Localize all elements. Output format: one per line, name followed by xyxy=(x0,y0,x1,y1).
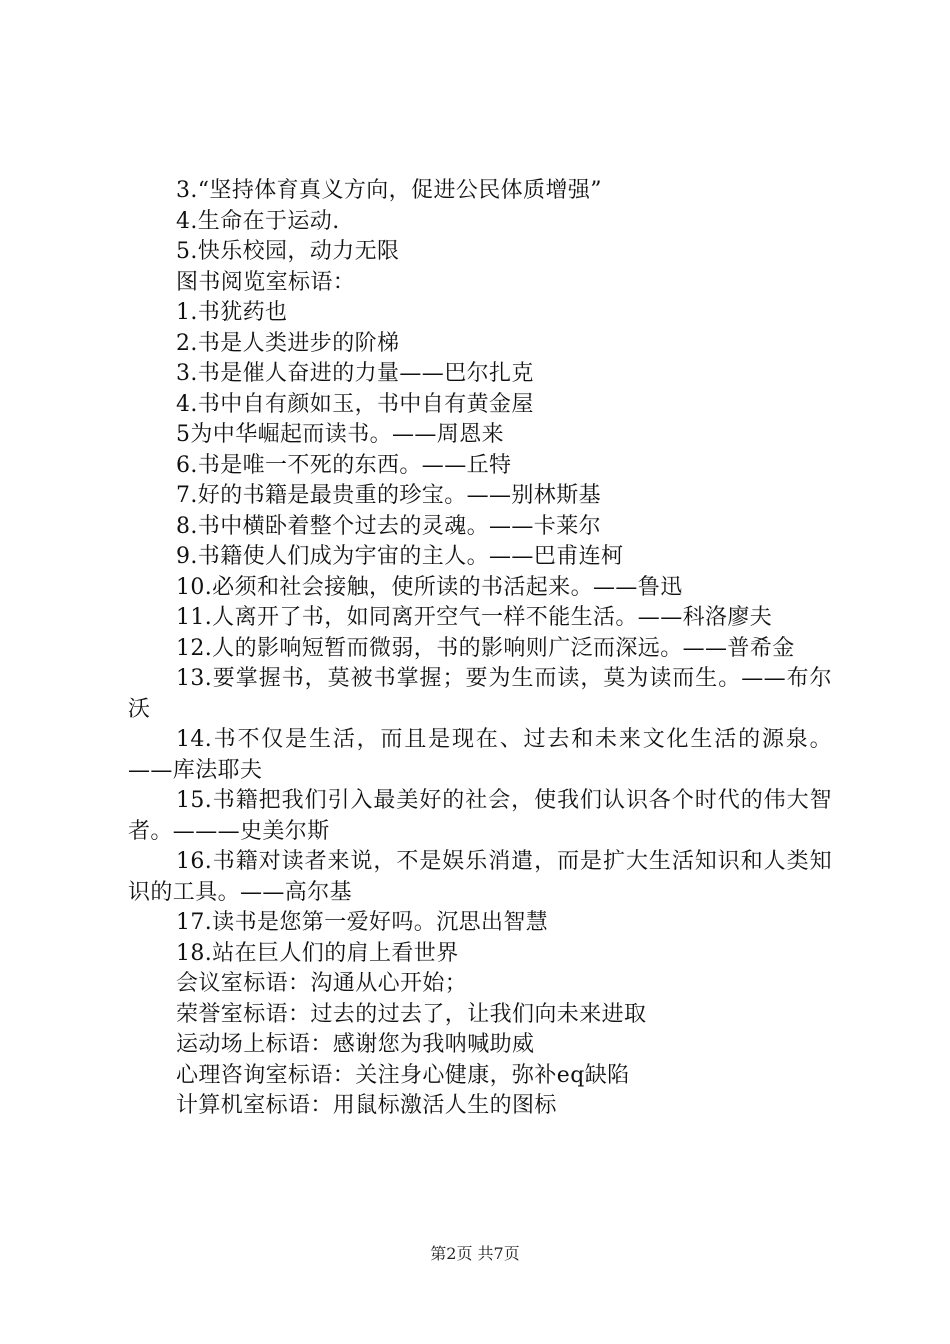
text-line: 8.书中横卧着整个过去的灵魂。——卡莱尔 xyxy=(176,513,601,539)
document-body xyxy=(128,176,832,1122)
text-line: 3.书是催人奋进的力量——巴尔扎克 xyxy=(176,361,534,386)
text-paragraph: 11.人离开了书，如同离开空气一样不能生活。——科洛廖夫 xyxy=(176,605,773,630)
text-line: 5.快乐校园，动力无限 xyxy=(176,239,400,264)
text-line: 心理咨询室标语：关注身心健康，弥补eq缺陷 xyxy=(176,1062,630,1088)
text-line: 2.书是人类进步的阶梯 xyxy=(176,330,400,356)
text-paragraph: 13.要掌握书，莫被书掌握；要为生而读，莫为读而生。——布尔沃 xyxy=(128,666,832,722)
text-paragraph: 16.书籍对读者来说，不是娱乐消遣，而是扩大生活知识和人类知识的工具。——高尔基 xyxy=(128,849,832,905)
page-number-footer: 第2页 共7页 xyxy=(430,1244,520,1263)
text-line: 4.书中自有颜如玉，书中自有黄金屋 xyxy=(176,391,534,417)
text-line: 4.生命在于运动. xyxy=(176,208,340,234)
text-paragraph: 15.书籍把我们引入最美好的社会，使我们认识各个时代的伟大智者。———史美尔斯 xyxy=(128,788,832,844)
text-line: 6.书是唯一不死的东西。——丘特 xyxy=(176,452,512,478)
text-line: 10.必须和社会接触，使所读的书活起来。——鲁迅 xyxy=(176,574,683,600)
text-line: 17.读书是您第一爱好吗。沉思出智慧 xyxy=(176,910,549,935)
text-paragraph: 12.人的影响短暂而微弱，书的影响则广泛而深远。——普希金 xyxy=(176,635,795,661)
text-line: 3.“坚持体育真义方向，促进公民体质增强” xyxy=(176,178,602,203)
text-line: 7.好的书籍是最贵重的珍宝。——别林斯基 xyxy=(176,483,601,508)
text-line: 18.站在巨人们的肩上看世界 xyxy=(176,940,459,966)
text-line: 1.书犹药也 xyxy=(176,300,288,325)
text-line: 运动场上标语：感谢您为我呐喊助威 xyxy=(176,1032,535,1057)
text-line: 会议室标语：沟通从心开始； xyxy=(176,971,468,996)
text-line: 计算机室标语：用鼠标激活人生的图标 xyxy=(176,1093,557,1118)
text-paragraph: 14.书不仅是生活，而且是现在、过去和未来文化生活的源泉。——库法耶夫 xyxy=(128,727,832,783)
text-line: 9.书籍使人们成为宇宙的主人。——巴甫连柯 xyxy=(176,544,624,569)
section-heading-library: 图书阅览室标语： xyxy=(176,269,356,295)
text-line: 5为中华崛起而读书。——周恩来 xyxy=(176,422,504,447)
text-line: 荣誉室标语：过去的过去了，让我们向未来进取 xyxy=(176,1001,647,1027)
